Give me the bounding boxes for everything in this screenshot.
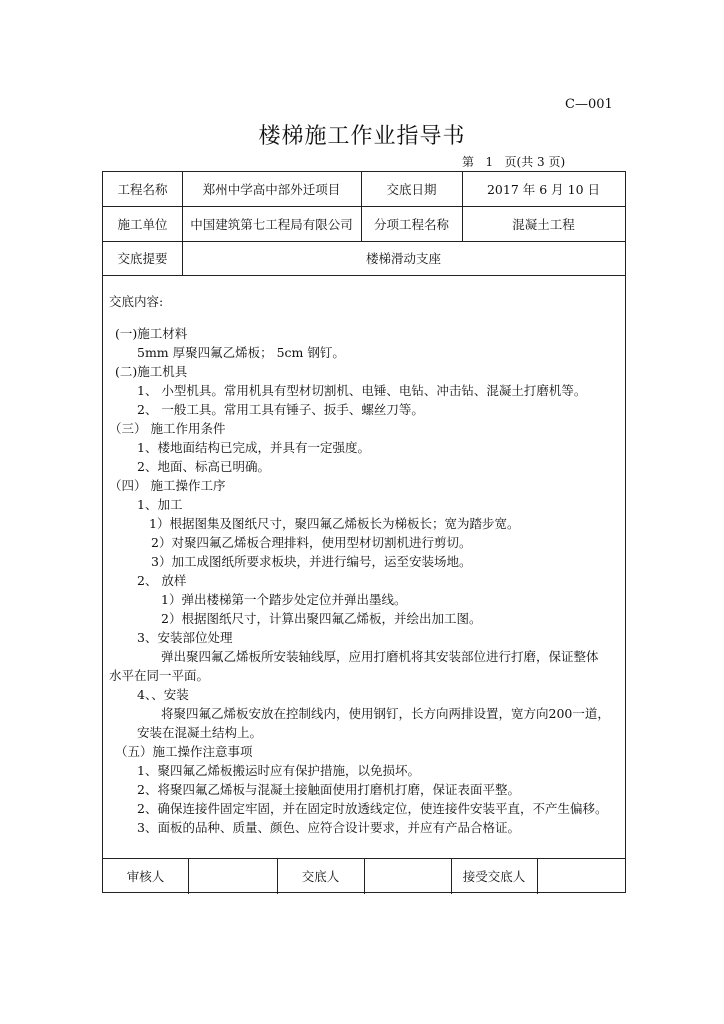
content-line: 1、楼地面结构已完成，并具有一定强度。 (137, 440, 370, 455)
reviewer-label: 审核人 (126, 869, 165, 884)
discloser-label: 交底人 (301, 869, 340, 884)
content-line: 2、将聚四氟乙烯板与混凝土接触面使用打磨机打磨，保证表面平整。 (137, 782, 520, 797)
project-name-label: 工程名称 (117, 182, 168, 197)
content-line: 3、安装部位处理 (137, 630, 233, 645)
content-line: 1）根据图集及图纸尺寸，聚四氟乙烯板长为梯板长；宽为踏步宽。 (149, 516, 520, 531)
content-line: 4、、安装 (137, 687, 189, 702)
page-number: 第 1 页(共 3 页) (462, 155, 566, 169)
content-line: 1、聚四氟乙烯板搬运时应有保护措施，以免损坏。 (137, 763, 420, 778)
construction-unit-value: 中国建筑第七工程局有限公司 (190, 216, 353, 232)
content-line: （四） 施工操作工序 (109, 478, 226, 493)
content-line: 弹出聚四氟乙烯板所安装轴线厚，应用打磨机将其安装部位进行打磨，保证整体 (161, 649, 599, 664)
content-line: 1）弹出楼梯第一个踏步处定位并弹出墨线。 (161, 592, 407, 607)
content-line: 2、 放样 (137, 573, 187, 588)
document-code: C—001 (565, 97, 613, 112)
content-line: （五）施工操作注意事项 (115, 744, 253, 759)
disclosure-content (103, 276, 625, 858)
content-line: 将聚四氟乙烯板安放在控制线内，使用钢钉，长方向两排设置，宽方向200一道， (161, 706, 610, 721)
summary-label: 交底提要 (117, 251, 168, 266)
content-line: 3）加工成图纸所要求板块，并进行编号，运至安装场地。 (151, 554, 472, 569)
receiver-signature (537, 858, 625, 894)
content-line: 5mm 厚聚四氟乙烯板； 5cm 钢钉。 (137, 345, 345, 360)
content-line: 1、加工 (137, 497, 183, 512)
summary-value: 楼梯滑动支座 (365, 251, 441, 266)
content-line: 安装在混凝土结构上。 (137, 725, 263, 740)
content-line: 2）根据图纸尺寸，计算出聚四氟乙烯板，并绘出加工图。 (161, 611, 482, 626)
disclosure-form (102, 171, 626, 893)
content-line: 3、面板的品种、质量、颜色、应符合设计要求，并应有产品合格证。 (137, 820, 520, 835)
content-line: 2、确保连接件固定牢固，并在固定时放透线定位，使连接件安装平直，不产生偏移。 (137, 801, 608, 816)
content-line: (一)施工材料 (115, 326, 188, 341)
content-line: 1、 小型机具。常用机具有型材切割机、电锤、电钻、冲击钻、混凝土打磨机等。 (137, 383, 587, 398)
discloser-signature (364, 858, 451, 894)
disclosure-date-label: 交底日期 (386, 182, 437, 197)
content-line: (二)施工机具 (115, 364, 188, 379)
subproject-label: 分项工程名称 (373, 216, 449, 232)
project-name-value: 郑州中学高中部外迁项目 (202, 182, 341, 197)
disclosure-date-value: 2017 年 6 月 10 日 (486, 182, 601, 197)
subproject-value: 混凝土工程 (512, 216, 575, 232)
content-line: 2）对聚四氟乙烯板合理排料，使用型材切割机进行剪切。 (151, 535, 472, 550)
page-title: 楼梯施工作业指导书 (258, 124, 466, 149)
construction-unit-label: 施工单位 (117, 216, 168, 232)
content-line: 2、地面、标高已明确。 (137, 459, 270, 474)
content-line: （三） 施工作用条件 (109, 421, 226, 436)
content-heading: 交底内容: (109, 294, 164, 309)
content-line: 水平在同一平面。 (109, 668, 210, 683)
content-line: 2、 一般工具。常用工具有锤子、扳手、螺丝刀等。 (137, 402, 424, 417)
receiver-label: 接受交底人 (462, 869, 526, 884)
reviewer-signature (188, 858, 277, 894)
